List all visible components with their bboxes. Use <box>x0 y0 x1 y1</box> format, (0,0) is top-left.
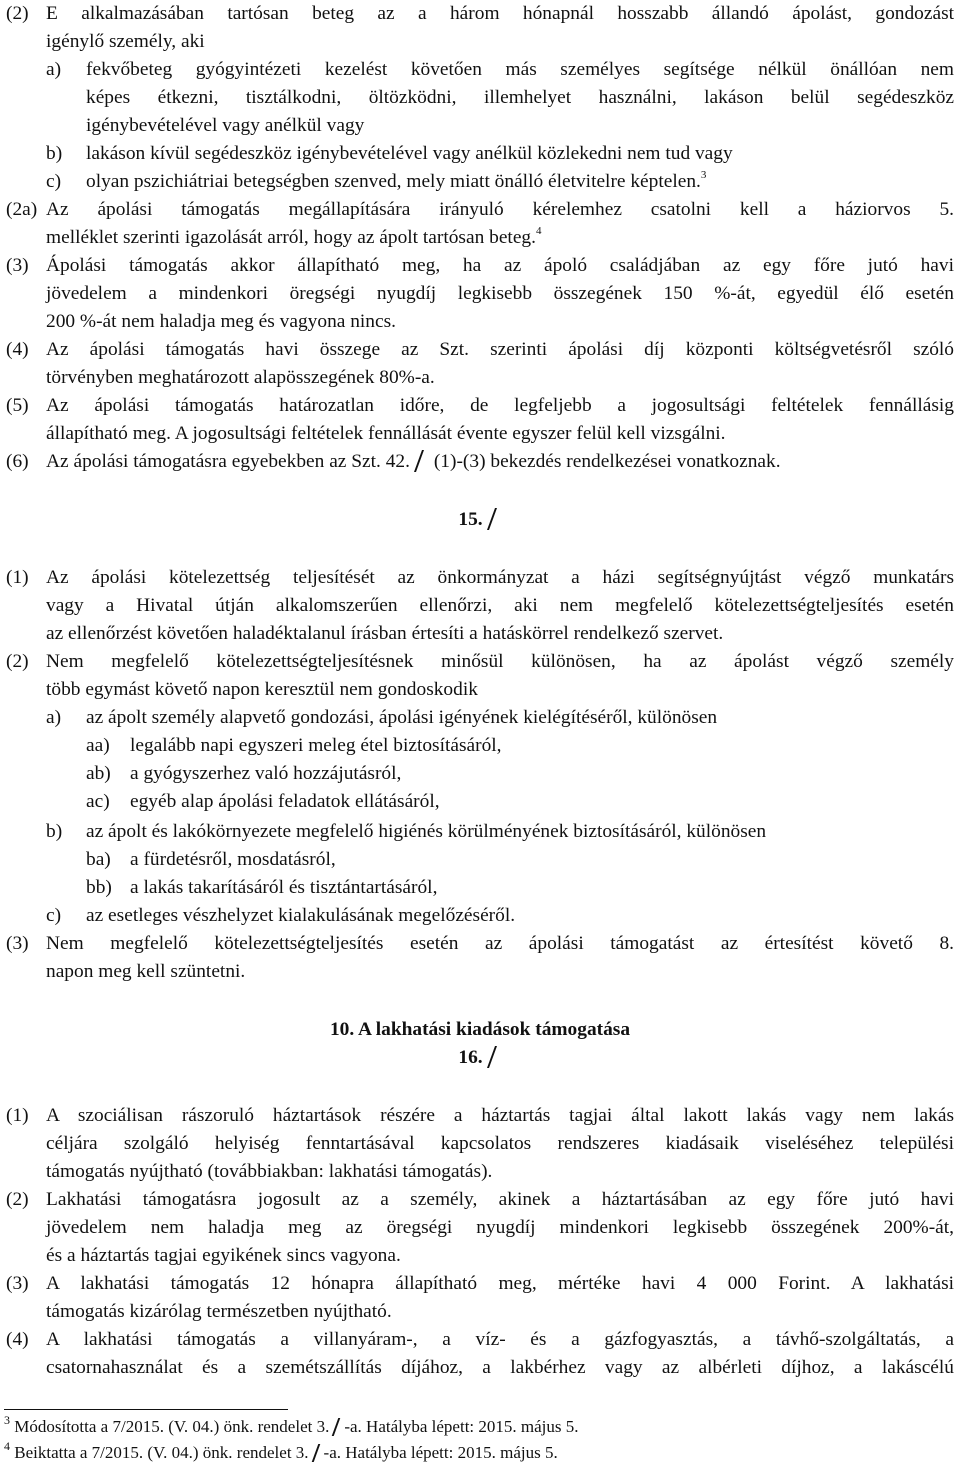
s16-p4-line-2 <box>0 1354 960 1382</box>
s15-p1-text-3: az ellenőrzést követően haladéktalanul írásban értesíti a hatáskörrel rendelkező szervet. <box>46 623 724 644</box>
s14-p5-text-2: állapítható meg. A jogosultsági feltételek fennállását évente egyszer felül kell vizsgálni. <box>46 423 726 444</box>
s14-p5-text-1: Az ápolási támogatás határozatlan időre, de legfeljebb a jogosultsági feltételek fennállásig <box>46 395 954 416</box>
s14-p3-text-3: 200 %-át nem haladja meg és vagyona nincs. <box>46 311 396 332</box>
s15-p1-text-1: Az ápolási kötelezettség teljesítését az önkormányzat a házi segítségnyújtást végző munkatárs <box>46 567 954 588</box>
s14-p6-text-before: Az ápolási támogatásra egyebekben az Szt. 42. <box>46 451 410 472</box>
s15-p2-ab-label: ab) <box>86 763 111 784</box>
s14-p2-c-text: olyan pszichiátriai betegségben szenved, mely miatt önálló életvitelre képtelen. <box>86 171 701 192</box>
s16-p4-text-2: csatornahasználat és a szemétszállítás díjához, a lakbérhez vagy az albérleti díjhoz, a lakáscélú <box>46 1357 954 1378</box>
s15-heading-num: 15. <box>458 509 483 530</box>
s14-p3-line-1 <box>0 252 960 280</box>
s14-p4-line-2 <box>0 364 960 392</box>
s15-p3-line-2 <box>0 958 960 986</box>
s14-p2-a-line-1 <box>0 56 960 84</box>
s16-p3-line-1 <box>0 1270 960 1298</box>
section-sign-icon <box>487 508 506 530</box>
s15-p2-text-1: Nem megfelelő kötelezettségteljesítésnek minősül különösen, ha az ápolást végző személy <box>46 651 954 672</box>
s15-p1-line-3 <box>0 620 960 648</box>
s16-p1-text-1: A szociálisan rászoruló háztartások részére a háztartás tagjai által lakott lakás vagy nem lakás <box>46 1105 954 1126</box>
footnote-ref-3[interactable]: 3 <box>700 169 707 181</box>
s15-p2-c-text: az esetleges vészhelyzet kialakulásának megelőzéséről. <box>86 905 516 926</box>
s16-p1-label: (1) <box>6 1105 29 1126</box>
s15-p2-ba-label: ba) <box>86 849 111 870</box>
s15-p2-label: (2) <box>6 651 29 672</box>
footnote-ref-4[interactable]: 4 <box>535 225 542 237</box>
s14-p6-label: (6) <box>6 451 29 472</box>
footnote-4-text-after: -a. Hatályba lépett: 2015. május 5. <box>323 1443 558 1462</box>
footnote-divider <box>4 1409 288 1410</box>
s15-p2-ac-label: ac) <box>86 791 110 812</box>
footnote-4-text-before: Beiktatta a 7/2015. (V. 04.) önk. rendelet 3. <box>14 1443 309 1462</box>
footnote-3 <box>4 1414 579 1440</box>
s16-p1-line-2 <box>0 1130 960 1158</box>
s15-p2-bb-line <box>0 874 960 902</box>
s14-p2-b-text: lakáson kívül segédeszköz igénybevételével vagy anélkül közlekedni nem tud vagy <box>86 143 733 164</box>
s15-p2-ac-text: egyéb alap ápolási feladatok ellátásáról, <box>130 791 440 812</box>
s15-p2-a-line <box>0 704 960 732</box>
s14-p2-label: (2) <box>6 3 29 24</box>
s15-p2-ac-line <box>0 788 960 816</box>
s16-p2-label: (2) <box>6 1189 29 1210</box>
s15-p2-aa-text: legalább napi egyszeri meleg étel biztosításáról, <box>130 735 502 756</box>
s14-p2-c-label: c) <box>46 171 62 192</box>
footnote-4 <box>4 1440 558 1466</box>
s16-heading <box>0 1044 960 1072</box>
s14-p2a-text-2-wrap <box>46 224 954 252</box>
s15-p2-b-label: b) <box>46 821 63 842</box>
s16-p1-line-3 <box>0 1158 960 1186</box>
s14-p2-b-label: b) <box>46 143 63 164</box>
s16-p4-line-1 <box>0 1326 960 1354</box>
s14-p2-a-line-2 <box>0 84 960 112</box>
s16-p2-line-2 <box>0 1214 960 1242</box>
s14-p2-a-label: a) <box>46 59 62 80</box>
s16-p2-line-1 <box>0 1186 960 1214</box>
s14-p4-label: (4) <box>6 339 29 360</box>
s16-heading-num: 16. <box>458 1047 483 1068</box>
s14-p2-line-1 <box>0 0 960 28</box>
footnote-3-num: 3 <box>4 1413 10 1427</box>
s14-p2a-line-1 <box>0 196 960 224</box>
s14-p2-a-text-2: képes étkezni, tisztálkodni, öltözködni, illemhelyet használni, lakáson belül segédeszköz <box>86 87 954 108</box>
s14-p2a-text-2: melléklet szerinti igazolását arról, hogy az ápolt tartósan beteg. <box>46 227 536 248</box>
s14-p6-line <box>0 448 960 476</box>
s14-p2-c-line <box>0 168 960 196</box>
section-sign-icon <box>487 1046 506 1068</box>
s16-p3-text-2: támogatás kizárólag természetben nyújtható. <box>46 1301 392 1322</box>
s14-p2-a-text-1: fekvőbeteg gyógyintézeti kezelést követően más személyes segítsége nélkül önállóan nem <box>86 59 954 80</box>
s14-p3-line-2 <box>0 280 960 308</box>
footnote-4-num: 4 <box>4 1439 10 1453</box>
s14-p5-line-1 <box>0 392 960 420</box>
s15-p2-ab-text: a gyógyszerhez való hozzájutásról, <box>130 763 402 784</box>
s15-p2-text-2: több egymást követő napon keresztül nem gondoskodik <box>46 679 478 700</box>
s15-p2-aa-line <box>0 732 960 760</box>
s15-p2-line-1 <box>0 648 960 676</box>
s14-p3-label: (3) <box>6 255 29 276</box>
s16-p4-label: (4) <box>6 1329 29 1350</box>
s15-p2-ba-line <box>0 846 960 874</box>
s15-p3-text-2: napon meg kell szüntetni. <box>46 961 246 982</box>
s15-p2-c-label: c) <box>46 905 62 926</box>
s14-p2a-line-2 <box>0 224 960 252</box>
s15-p2-aa-label: aa) <box>86 735 110 756</box>
s15-p2-b-line <box>0 818 960 846</box>
s15-heading <box>0 506 960 534</box>
s14-p4-line-1 <box>0 336 960 364</box>
s14-p4-text-2: törvényben meghatározott alapösszegének 80%-a. <box>46 367 435 388</box>
s15-p3-text-1: Nem megfelelő kötelezettségteljesítés esetén az ápolási támogatást az értesítést követő 8. <box>46 933 954 954</box>
s15-p1-label: (1) <box>6 567 29 588</box>
s14-p6-text-after: (1)-(3) bekezdés rendelkezései vonatkoznak. <box>433 451 781 472</box>
s16-p3-text-1: A lakhatási támogatás 12 hónapra állapítható meg, mértéke havi 4 000 Forint. A lakhatási <box>46 1273 954 1294</box>
s15-p3-line-1 <box>0 930 960 958</box>
s14-p5-line-2 <box>0 420 960 448</box>
s14-p5-label: (5) <box>6 395 29 416</box>
s14-p2-c-text-wrap <box>86 168 954 196</box>
s16-p3-label: (3) <box>6 1273 29 1294</box>
s16-p2-line-3 <box>0 1242 960 1270</box>
s14-p2-a-line-3 <box>0 112 960 140</box>
s15-p2-bb-label: bb) <box>86 877 112 898</box>
s14-p2-text-2: igénylő személy, aki <box>46 31 205 52</box>
footnote-3-text-before: Módosította a 7/2015. (V. 04.) önk. rendelet 3. <box>14 1417 330 1436</box>
s14-p2a-text-1: Az ápolási támogatás megállapítására irányuló kérelemhez csatolni kell a háziorvos 5. <box>46 199 954 220</box>
s14-p4-text-1: Az ápolási támogatás havi összege az Szt. szerinti ápolási díj központi költségvetésről szóló <box>46 339 954 360</box>
s14-p3-text-1: Ápolási támogatás akkor állapítható meg, ha az ápoló családjában az egy főre jutó havi <box>46 255 954 276</box>
s15-p3-label: (3) <box>6 933 29 954</box>
s16-p2-text-1: Lakhatási támogatásra jogosult az a személy, akinek a háztartásában az egy főre jutó havi <box>46 1189 954 1210</box>
s15-p2-line-2 <box>0 676 960 704</box>
s14-p2-line-2 <box>0 28 960 56</box>
s16-p1-text-3: támogatás nyújtható (továbbiakban: lakhatási támogatás). <box>46 1161 493 1182</box>
s14-p3-text-2: jövedelem a mindenkori öregségi nyugdíj legkisebb összegének 150 %-át, egyedül élő esetén <box>46 283 954 304</box>
chapter-title: 10. A lakhatási kiadások támogatása <box>329 1019 631 1040</box>
s16-p2-text-2: jövedelem nem haladja meg az öregségi nyugdíj mindenkori legkisebb összegének 200%-át, <box>46 1217 954 1238</box>
s14-p2-text-1: E alkalmazásában tartósan beteg az a három hónapnál hosszabb állandó ápolást, gondozást <box>46 3 954 24</box>
s15-p2-ba-text: a fürdetésről, mosdatásról, <box>130 849 336 870</box>
s14-p6-text-wrap <box>46 448 954 476</box>
s15-p2-a-label: a) <box>46 707 62 728</box>
s15-p1-line-2 <box>0 592 960 620</box>
footnote-3-text-after: -a. Hatályba lépett: 2015. május 5. <box>344 1417 579 1436</box>
s14-p3-line-3 <box>0 308 960 336</box>
s15-p2-bb-text: a lakás takarításáról és tisztántartásáról, <box>130 877 438 898</box>
s15-p1-text-2: vagy a Hivatal útján alkalomszerűen ellenőrzi, aki nem megfelelő kötelezettségteljesítés esetén <box>46 595 954 616</box>
s15-p1-line-1 <box>0 564 960 592</box>
s16-p2-text-3: és a háztartás tagjai egyikének sincs vagyona. <box>46 1245 401 1266</box>
s14-p2-a-text-3: igénybevételével vagy anélkül vagy <box>86 115 365 136</box>
s14-p2-b-line <box>0 140 960 168</box>
s15-p2-c-line <box>0 902 960 930</box>
s15-p2-a-text: az ápolt személy alapvető gondozási, ápolási igényének kielégítéséről, különösen <box>86 707 718 728</box>
s16-p1-text-2: céljára szolgáló helyiség fenntartásával kapcsolatos rendszeres kiadásaik viseléséhez települési <box>46 1133 954 1154</box>
section-sign-icon <box>414 450 433 472</box>
s16-p3-line-2 <box>0 1298 960 1326</box>
s15-p2-b-text: az ápolt és lakókörnyezete megfelelő higiénés körülményének biztosításáról, különösen <box>86 821 767 842</box>
s15-p2-ab-line <box>0 760 960 788</box>
s14-p2a-label: (2a) <box>6 199 38 220</box>
s16-p4-text-1: A lakhatási támogatás a villanyáram-, a víz- és a gázfogyasztás, a távhő-szolgáltatás, a <box>46 1329 954 1350</box>
s16-p1-line-1 <box>0 1102 960 1130</box>
